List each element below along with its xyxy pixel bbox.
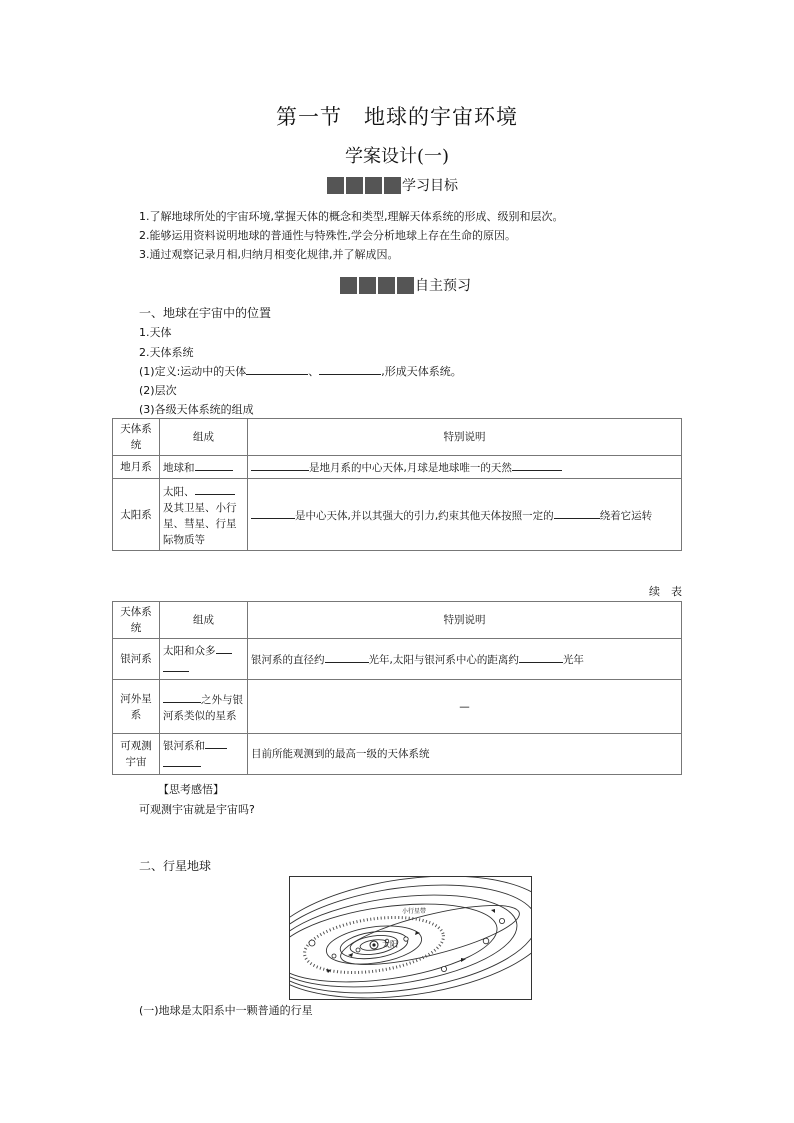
table-header: 天体系统 <box>113 419 160 456</box>
fill-blank[interactable] <box>163 690 201 703</box>
section-banner-preview <box>340 275 471 295</box>
section-heading: 二、行星地球 <box>139 859 212 873</box>
fill-blank[interactable] <box>205 736 227 749</box>
cell-text: 银河系和 <box>163 740 205 752</box>
objective-item: 1.了解地球所处的宇宙环境,掌握天体的概念和类型,理解天体系统的形成、级别和层次。 <box>139 210 564 223</box>
table-row <box>113 479 682 551</box>
definition-tail: ,形成天体系统。 <box>381 365 462 378</box>
banner-blocks <box>340 277 414 294</box>
objective-item: 3.通过观察记录月相,归纳月相变化规律,并了解成因。 <box>139 248 399 261</box>
table-header: 特别说明 <box>248 419 682 456</box>
fill-blank[interactable] <box>195 458 233 471</box>
solar-system-figure <box>289 876 532 1000</box>
fill-blank[interactable] <box>325 650 369 663</box>
banner-preview-label: 自主预习 <box>415 278 471 294</box>
table-cell-system: 太阳系 <box>113 479 160 551</box>
cell-text: 银河系的直径约 <box>251 654 325 666</box>
table-cell-system: 地月系 <box>113 456 160 479</box>
table-row <box>113 639 682 680</box>
fill-blank[interactable] <box>251 458 309 471</box>
orbit-arrow-icon <box>491 909 495 913</box>
planet-neptune-icon <box>499 918 504 923</box>
fill-blank[interactable] <box>195 482 235 495</box>
asteroid-belt-label: 小行星带 <box>402 908 427 915</box>
table-header: 组成 <box>160 602 248 639</box>
objective-item: 2.能够运用资料说明地球的普通性与特殊性,学会分析地球上存在生命的原因。 <box>139 229 516 242</box>
table-cell-system: 银河系 <box>113 639 160 680</box>
subsection-heading: (一)地球是太阳系中一颗普通的行星 <box>139 1004 313 1017</box>
fill-blank[interactable] <box>251 506 295 519</box>
fill-blank[interactable] <box>512 458 562 471</box>
cell-text: 地球和 <box>163 462 195 474</box>
table-header: 组成 <box>160 419 248 456</box>
banner-blocks <box>327 177 401 194</box>
table-cell-composition <box>160 456 248 479</box>
page-subtitle: 学案设计(一) <box>344 146 450 167</box>
cell-text: 光年 <box>562 654 584 666</box>
table-cell-note: 目前所能观测到的最高一级的天体系统 <box>248 734 682 775</box>
table-cell-composition <box>160 479 248 551</box>
fill-blank[interactable] <box>319 362 381 375</box>
celestial-system-table-continued <box>112 601 682 775</box>
cell-text: 太阳和众多 <box>163 645 216 657</box>
sun-core-icon <box>372 943 375 946</box>
definition-sep: 、 <box>308 365 320 378</box>
table-cell-note <box>248 639 682 680</box>
cell-text: 太阳、 <box>163 485 195 498</box>
table-header-row <box>113 419 682 456</box>
section-banner-goals <box>327 175 458 195</box>
planet-earth-icon <box>404 937 408 941</box>
page-title: 第一节 地球的宇宙环境 <box>276 105 518 129</box>
table-cell-system: 可观测宇宙 <box>113 734 160 775</box>
definition-line <box>139 362 462 381</box>
table-cell-note: — <box>248 680 682 734</box>
list-item: 2.天体系统 <box>139 346 194 359</box>
banner-goals-label: 学习目标 <box>402 178 458 194</box>
sun-label: 太阳 <box>382 940 398 949</box>
list-item: 1.天体 <box>139 326 172 339</box>
fill-blank[interactable] <box>163 659 189 672</box>
table-header: 特别说明 <box>248 602 682 639</box>
planet-venus-icon <box>356 948 360 952</box>
fill-blank[interactable] <box>554 506 600 519</box>
fill-blank[interactable] <box>519 650 563 663</box>
cell-text: 之外与银河系类似的星系 <box>163 693 243 722</box>
definition-text: (1)定义:运动中的天体 <box>139 365 247 378</box>
orbit-neptune <box>290 877 531 999</box>
planet-mars-icon <box>332 954 336 958</box>
section-heading: 一、地球在宇宙中的位置 <box>139 306 272 320</box>
table-row <box>113 456 682 479</box>
continued-label: 续 表 <box>649 585 682 598</box>
planet-uranus-icon <box>441 966 446 971</box>
table-cell-note <box>248 479 682 551</box>
reflection-heading: 【思考感悟】 <box>158 783 224 796</box>
cell-text: 及其卫星、小行星、彗星、行星际物质等 <box>163 501 237 546</box>
solar-system-diagram <box>290 877 531 999</box>
table-cell-composition <box>160 639 248 680</box>
table-cell-composition <box>160 680 248 734</box>
table-row <box>113 680 682 734</box>
cell-text: 是中心天体,并以其强大的引力,约束其他天体按照一定的 <box>295 509 554 522</box>
table-header-row <box>113 602 682 639</box>
planet-saturn-icon <box>483 938 489 944</box>
table-cell-composition <box>160 734 248 775</box>
cell-text: 光年,太阳与银河系中心的距离约 <box>368 654 519 666</box>
fill-blank[interactable] <box>163 754 201 767</box>
fill-blank[interactable] <box>246 362 308 375</box>
cell-text: 是地月系的中心天体,月球是地球唯一的天然 <box>309 462 512 474</box>
celestial-system-table <box>112 418 682 551</box>
planet-jupiter-icon <box>309 940 315 946</box>
orbit-uranus <box>290 877 531 999</box>
list-item: (3)各级天体系统的组成 <box>139 403 254 416</box>
fill-blank[interactable] <box>216 641 232 654</box>
reflection-question: 可观测宇宙就是宇宙吗? <box>139 803 255 816</box>
table-header: 天体系统 <box>113 602 160 639</box>
table-cell-system: 河外星系 <box>113 680 160 734</box>
table-cell-note <box>248 456 682 479</box>
cell-text: 绕着它运转 <box>599 509 653 522</box>
table-row <box>113 734 682 775</box>
list-item: (2)层次 <box>139 384 177 397</box>
